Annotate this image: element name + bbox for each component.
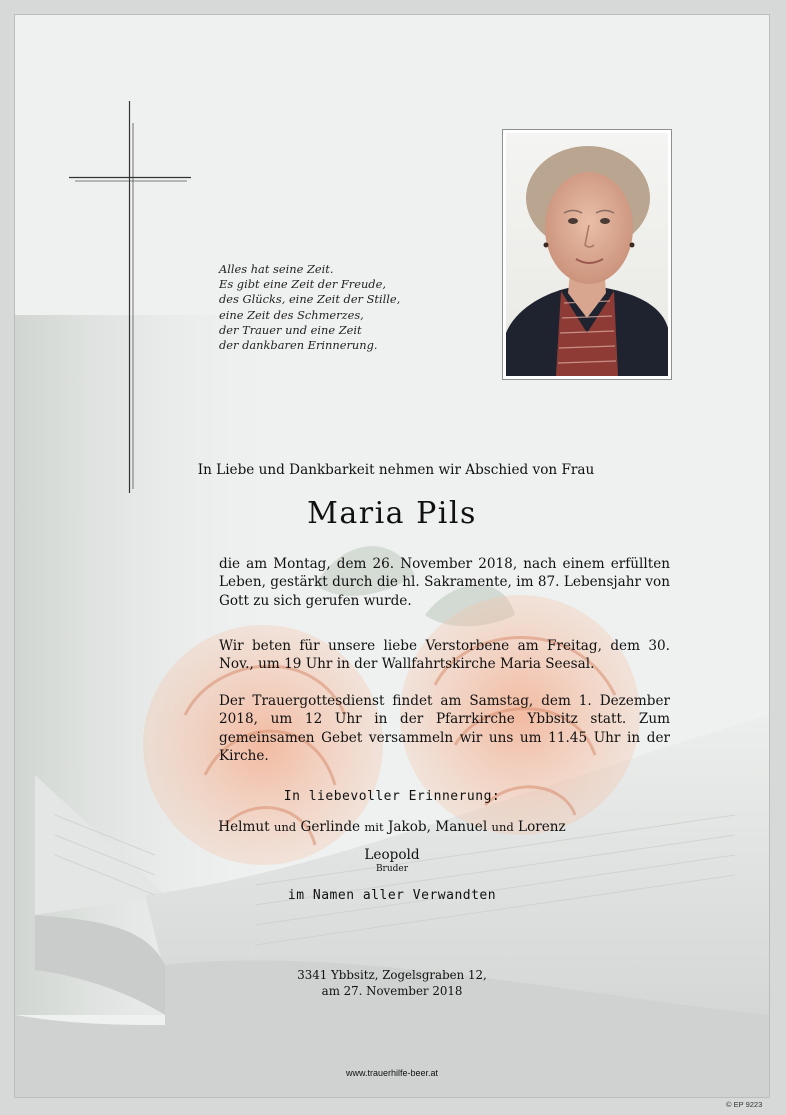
print-code: © EP 9223 — [726, 1100, 763, 1109]
brother-name: Leopold — [364, 847, 420, 863]
family-member: Helmut — [218, 819, 270, 835]
poem-line: eine Zeit des Schmerzes, — [219, 307, 364, 322]
cross-icon — [69, 101, 191, 493]
family-connector: und — [273, 820, 297, 834]
family-names — [15, 819, 769, 835]
family-member: Gerlinde — [300, 819, 361, 835]
deceased-name: Maria Pils — [307, 496, 477, 531]
poem-line: der dankbaren Erinnerung. — [219, 338, 378, 353]
family-connector: mit — [364, 820, 384, 834]
intro-text: In Liebe und Dankbarkeit nehmen wir Abschied von Frau — [197, 462, 595, 478]
website-link[interactable]: www.trauerhilfe-beer.at — [345, 1068, 439, 1078]
family-member: Lorenz — [518, 819, 566, 835]
family-connector: und — [491, 820, 514, 834]
poem-line: der Trauer und eine Zeit — [219, 322, 362, 337]
portrait-photo — [506, 133, 668, 376]
relatives-line: im Namen aller Verwandten — [287, 888, 497, 903]
address-line: 3341 Ybbsitz, Zogelsgraben 12, — [297, 968, 487, 982]
portrait-frame — [502, 129, 672, 380]
poem-line: Es gibt eine Zeit der Freude, — [219, 277, 386, 292]
address-block — [15, 967, 769, 999]
death-announcement: die am Montag, dem 26. November 2018, nach einem erfüllten Leben, gestärkt durch die hl. Sakramente, im 87. Lebensjahr von Gott zu sich gerufen wurde. — [219, 556, 670, 609]
prayer-announcement: Wir beten für unsere liebe Verstorbene am Freitag, dem 30. Nov., um 19 Uhr in der Wallfahrtskirche Maria Seesal. — [219, 638, 670, 673]
obituary-card — [14, 14, 770, 1098]
brother-relation: Bruder — [375, 864, 409, 874]
poem-line: des Glücks, eine Zeit der Stille, — [219, 292, 401, 307]
poem-line: Alles hat seine Zeit. — [219, 262, 334, 276]
memory-heading: In liebevoller Erinnerung: — [283, 789, 501, 804]
service-announcement: Der Trauergottesdienst findet am Samstag, dem 1. Dezember 2018, um 12 Uhr in der Pfarrkirche Ybbsitz statt. Zum gemeinsamen Gebet versammeln wir uns um 11.45 Uhr in der Kirche. — [219, 693, 670, 765]
address-date: am 27. November 2018 — [321, 984, 463, 998]
poem — [219, 262, 439, 353]
family-member: Jakob, Manuel — [387, 819, 488, 835]
